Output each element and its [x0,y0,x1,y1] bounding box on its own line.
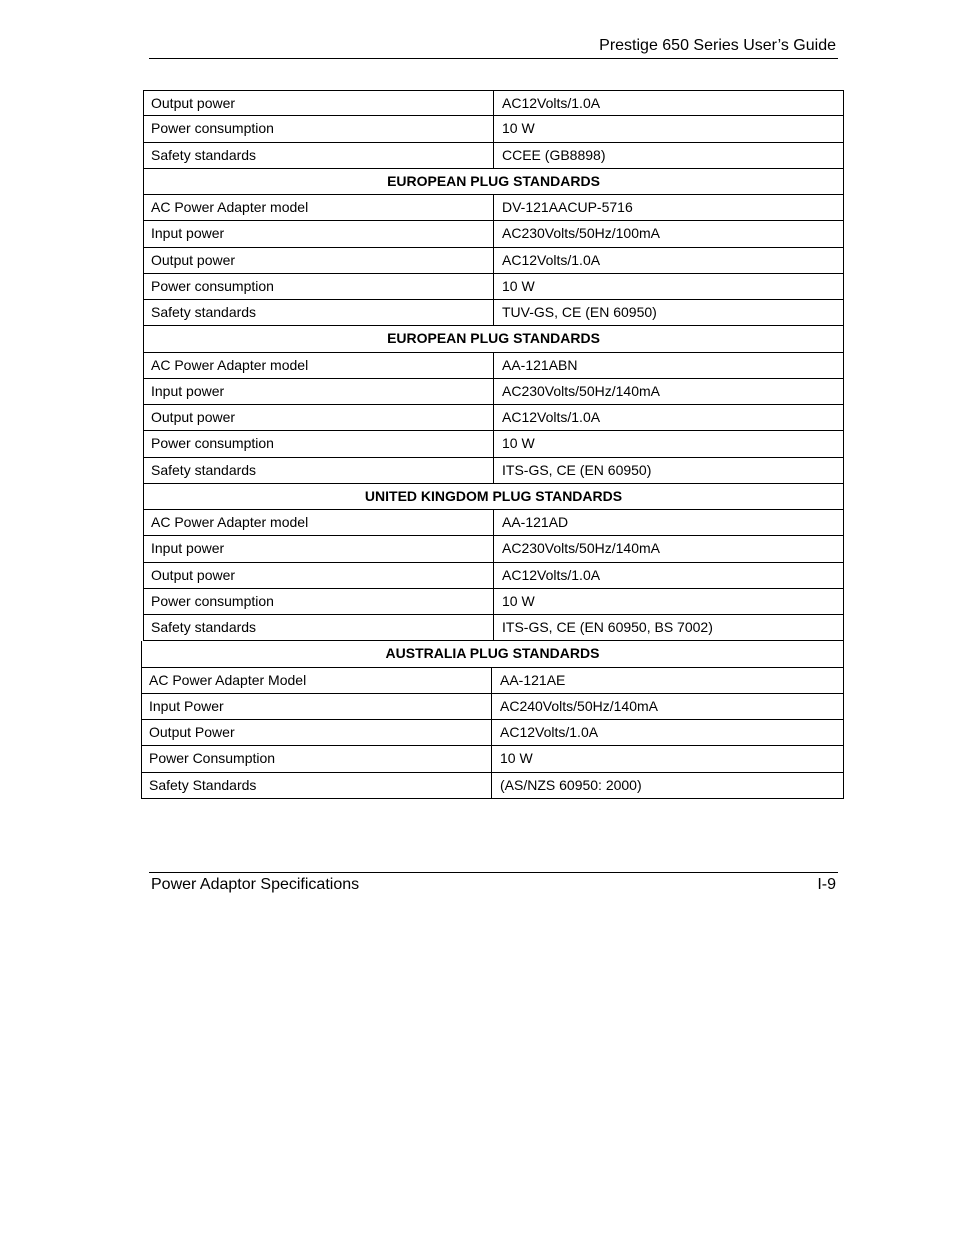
section-header-row [143,326,844,352]
table-row [141,746,844,772]
table-row [143,405,844,431]
spec-label-cell: Power consumption [144,116,494,141]
spec-value-cell: (AS/NZS 60950: 2000) [500,776,642,793]
spec-value-cell: AC230Volts/50Hz/140mA [502,540,660,557]
spec-value-cell: AA-121ABN [502,356,578,373]
table-row [143,274,844,300]
spec-value-cell: ITS-GS, CE (EN 60950) [502,461,652,478]
table-row [143,300,844,326]
spec-value-cell: AC12Volts/1.0A [500,724,599,740]
power-adapter-spec-table [143,90,844,799]
table-row [143,90,844,116]
spec-value-cell: AC12Volts/1.0A [502,251,601,268]
spec-value-cell: 10 W [502,277,535,294]
spec-label-cell: Input power [144,221,494,246]
section-header-row [143,169,844,195]
table-row [143,536,844,562]
spec-value-cell: AC230Volts/50Hz/100mA [502,225,660,242]
spec-value-cell: AC12Volts/1.0A [502,409,601,425]
spec-label-cell: Output power [144,91,494,115]
spec-label-cell: AC Power Adapter model [144,195,494,220]
spec-label-cell: Power Consumption [142,746,492,771]
table-row [141,668,844,694]
footer-section-name: Power Adaptor Specifications [151,876,360,893]
section-title: EUROPEAN PLUG STANDARDS [387,172,600,189]
spec-label-cell: Safety standards [144,615,494,640]
spec-value-cell: AA-121AE [500,671,566,688]
table-row [143,615,844,641]
table-row [143,353,844,379]
spec-label-cell: AC Power Adapter model [144,510,494,535]
spec-label-cell: Power consumption [144,431,494,456]
spec-label-cell: Safety Standards [142,773,492,798]
spec-value-cell: DV-121AACUP-5716 [502,199,633,215]
section-title: UNITED KINGDOM PLUG STANDARDS [364,487,623,504]
spec-label-cell: Input power [144,379,494,404]
spec-label-cell: Output power [144,563,494,588]
spec-label-cell: Power consumption [144,589,494,614]
document-title: Prestige 650 Series User’s Guide [599,37,836,54]
table-row [143,431,844,457]
spec-label-cell: Safety standards [144,300,494,325]
spec-value-cell: 10 W [500,750,533,767]
spec-label-cell: AC Power Adapter Model [142,668,492,693]
table-row [143,589,844,615]
spec-value-cell: AC230Volts/50Hz/140mA [502,382,660,399]
spec-value-cell: CCEE (GB8898) [502,146,606,163]
spec-value-cell: ITS-GS, CE (EN 60950, BS 7002) [502,619,713,635]
table-row [141,694,844,720]
spec-label-cell: AC Power Adapter model [144,353,494,378]
spec-value-cell: TUV-GS, CE (EN 60950) [502,304,657,320]
spec-label-cell: Input Power [142,694,492,719]
table-row [143,248,844,274]
spec-label-cell: Output Power [142,720,492,745]
section-header-row [143,484,844,510]
spec-value-cell: 10 W [502,435,535,452]
page-footer [149,872,838,897]
table-row [143,458,844,484]
spec-value-cell: AA-121AD [502,514,569,530]
table-row [141,773,844,799]
section-title: AUSTRALIA PLUG STANDARDS [385,645,600,662]
footer-page-number: I-9 [817,876,836,893]
table-row [143,563,844,589]
spec-label-cell: Output power [144,405,494,430]
table-row [143,143,844,169]
table-row [143,116,844,142]
table-row [143,221,844,247]
section-title: EUROPEAN PLUG STANDARDS [387,330,600,347]
table-row [143,195,844,221]
spec-label-cell: Safety standards [144,458,494,483]
spec-label-cell: Output power [144,248,494,273]
table-row [143,379,844,405]
spec-value-cell: 10 W [502,120,535,137]
spec-value-cell: AC12Volts/1.0A [502,95,601,111]
spec-label-cell: Power consumption [144,274,494,299]
page-header [149,36,838,59]
spec-value-cell: AC240Volts/50Hz/140mA [500,697,658,714]
table-row [143,510,844,536]
spec-value-cell: AC12Volts/1.0A [502,566,601,583]
spec-label-cell: Input power [144,536,494,561]
spec-value-cell: 10 W [502,592,535,609]
spec-label-cell: Safety standards [144,143,494,168]
table-row [141,720,844,746]
section-header-row [141,641,844,667]
